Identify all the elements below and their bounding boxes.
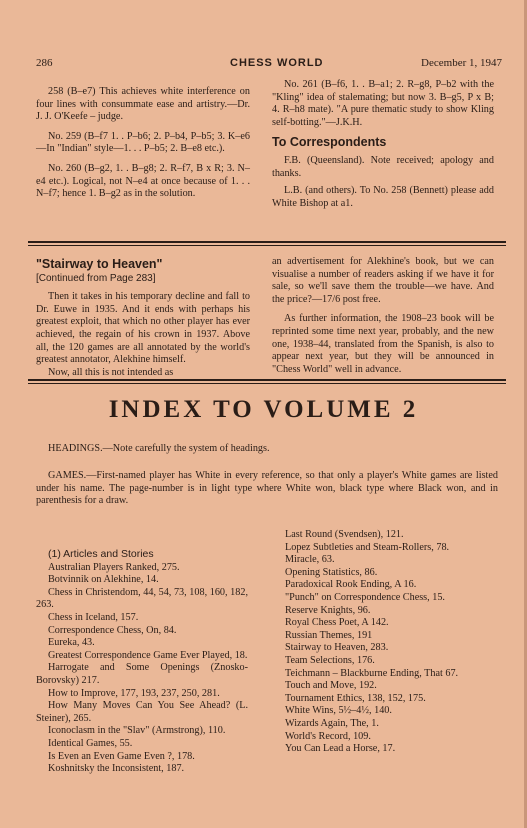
index-entry: Last Round (Svendsen), 121. bbox=[285, 529, 404, 540]
solutions-column-right bbox=[272, 79, 494, 217]
index-entry: Paradoxical Rook Ending, A 16. bbox=[285, 579, 417, 591]
page-number: 286 bbox=[36, 57, 53, 69]
correspondent-note: F.B. (Queensland). Note received; apology and thanks. bbox=[272, 154, 494, 179]
index-entry: Royal Chess Poet, A 142. bbox=[285, 617, 389, 629]
index-entry: Botvinnik on Alekhine, 14. bbox=[48, 574, 159, 586]
index-entry: Greatest Correspondence Game Ever Played, 18. bbox=[48, 649, 248, 661]
index-entry: Lopez Subtleties and Steam-Rollers, 78. bbox=[285, 541, 450, 553]
headings-note: HEADINGS.—Note carefully the system of headings. bbox=[48, 443, 270, 454]
divider bbox=[28, 379, 506, 381]
stairway-article-right bbox=[272, 256, 494, 383]
index-entry: Eureka, 43. bbox=[48, 637, 95, 649]
solution-paragraph: 258 (B–e7) This achieves white interference on four lines with consummate ease and artistry.—Dr. J. J. O'Keefe – judge. bbox=[36, 86, 250, 123]
index-entry: Opening Statistics, 86. bbox=[285, 566, 378, 578]
index-entry: Wizards Again, The, 1. bbox=[285, 717, 379, 729]
index-entry: Stairway to Heaven, 283. bbox=[285, 642, 389, 654]
issue-date: December 1, 1947 bbox=[421, 57, 502, 69]
index-entry: Team Selections, 176. bbox=[285, 654, 375, 666]
divider bbox=[28, 241, 506, 243]
article-paragraph: Then it takes in his temporary decline and fall to Dr. Euwe in 1935. And it ends with perhaps his greatest exploit, that which no other player has ever achieved, the regain of his crown in 1937. Above all, the 120 games are all annotated by the world's greatest annotator, Alekhine himself. bbox=[36, 291, 250, 366]
index-entry: How Many Moves Can You See Ahead? (L. Steiner), 265. bbox=[36, 700, 248, 724]
index-title: INDEX TO VOLUME 2 bbox=[108, 396, 419, 423]
index-entry: Chess in Iceland, 157. bbox=[48, 611, 139, 623]
index-entry: Harrogate and Some Openings (Znosko-Borovsky) 217. bbox=[36, 662, 248, 686]
article-paragraph: an advertisement for Alekhine's book, but we can visualise a number of readers asking if we have it for sale, so we'll save them the trouble—we have. And the price?—17/6 post free. bbox=[272, 256, 494, 305]
article-paragraph: Now, all this is not intended as bbox=[48, 366, 174, 378]
article-paragraph: As further information, the 1908–23 book will be reprinted some time next year, probably, and the new one, 1938–44, translated from the Spanish, is also to appear next year, but they will be announced in "Chess World" well in advance. bbox=[272, 313, 494, 375]
correspondent-note: L.B. (and others). To No. 258 (Bennett) please add White Bishop at a1. bbox=[272, 185, 494, 209]
index-entry: Reserve Knights, 96. bbox=[285, 604, 371, 616]
page-header bbox=[36, 57, 502, 71]
games-note: GAMES.—First-named player has White in every reference, so that only a player's White games are listed under his name. The page-number is in light type where White won, black type where Black won, and in parenthesis for a draw. bbox=[36, 470, 498, 507]
stairway-article-left bbox=[36, 258, 250, 386]
index-column-right bbox=[273, 529, 495, 756]
index-entry: You Can Lead a Horse, 17. bbox=[285, 743, 396, 755]
divider bbox=[28, 245, 506, 246]
index-entry: Miracle, 63. bbox=[285, 554, 335, 566]
index-section-heading: (1) Articles and Stories bbox=[48, 548, 154, 560]
index-column-left bbox=[36, 548, 248, 776]
index-entry: Iconoclasm in the "Slav" (Armstrong), 110. bbox=[48, 725, 226, 737]
continued-note: [Continued from Page 283] bbox=[36, 272, 156, 284]
index-entry: White Wins, 5½–4½, 140. bbox=[285, 705, 392, 717]
index-entry: Identical Games, 55. bbox=[48, 737, 133, 749]
divider bbox=[28, 383, 506, 384]
index-entry: Correspondence Chess, On, 84. bbox=[48, 624, 177, 636]
correspondents-heading: To Correspondents bbox=[272, 135, 387, 150]
index-entry: "Punch" on Correspondence Chess, 15. bbox=[285, 591, 445, 603]
index-entry: Is Even an Even Game Even ?, 178. bbox=[48, 750, 195, 762]
index-entry: Chess in Christendom, 44, 54, 73, 108, 160, 182, 263. bbox=[36, 586, 248, 611]
index-entry: Teichmann – Blackburne Ending, That 67. bbox=[285, 667, 459, 679]
magazine-title: CHESS WORLD bbox=[230, 57, 324, 69]
index-entry: Tournament Ethics, 138, 152, 175. bbox=[285, 692, 426, 704]
solution-paragraph: No. 260 (B–g2, 1. . B–g8; 2. R–f7, B x R; 3. N–e4 etc.). Logical, not N–e4 at once because of 1. . . N–f7; hence 1. B–g2 as in the solution. bbox=[36, 162, 250, 200]
index-entry: Australian Players Ranked, 275. bbox=[48, 561, 180, 573]
index-entry: Touch and Move, 192. bbox=[285, 680, 377, 692]
index-entry: Russian Themes, 191 bbox=[285, 629, 373, 641]
solution-paragraph: No. 259 (B–f7 1. . P–b6; 2. P–b4, P–b5; 3. K–e6—In "Indian" style—1. . . P–b5; 2. B–e8 etc.). bbox=[36, 130, 250, 155]
solution-paragraph: No. 261 (B–f6, 1. . B–a1; 2. R–g8, P–b2 with the "Kling" idea of stalemating; but now 3. B–g5, P x B; 4. R–h8 mate). "A pure thematic study to show Kling self-botting."—J.K.H. bbox=[272, 79, 494, 128]
index-entry: Koshnitsky the Inconsistent, 187. bbox=[48, 763, 185, 775]
article-title: "Stairway to Heaven" bbox=[36, 257, 163, 271]
solutions-column-left bbox=[36, 86, 250, 208]
index-entry: How to Improve, 177, 193, 237, 250, 281. bbox=[48, 687, 220, 699]
index-entry: World's Record, 109. bbox=[285, 730, 371, 742]
